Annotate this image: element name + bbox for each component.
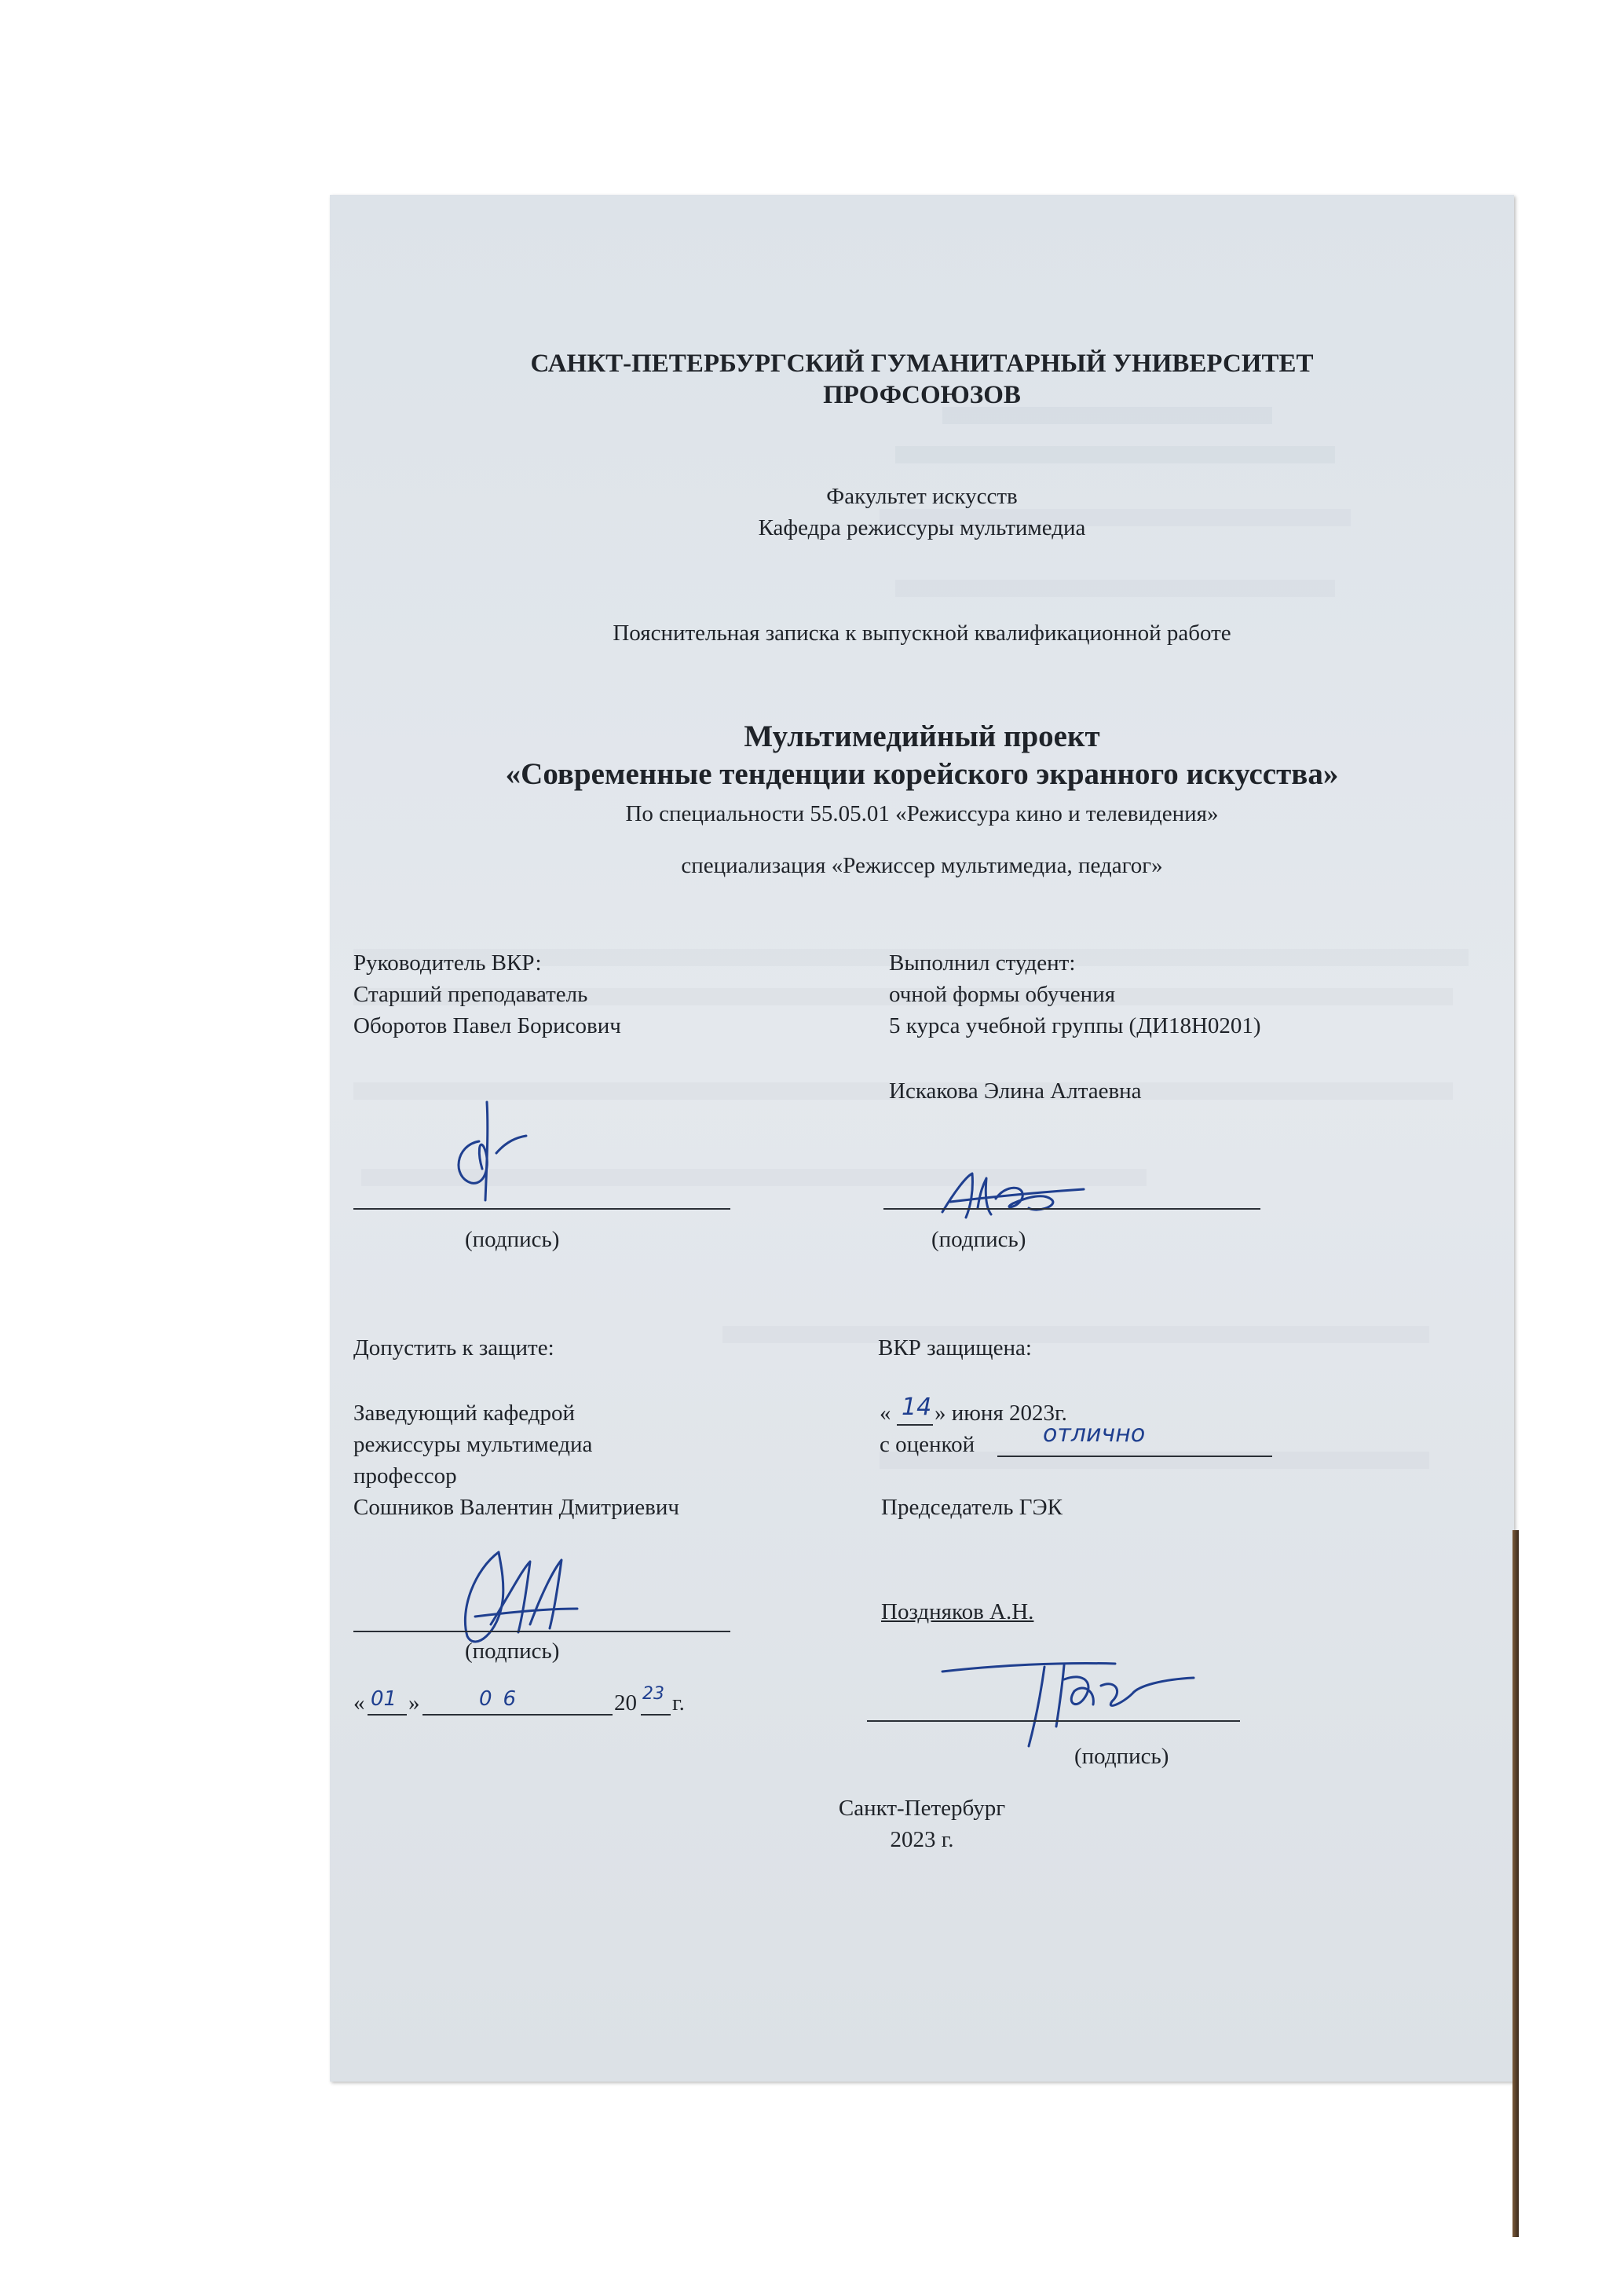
defense-label: ВКР защищена: (878, 1335, 1032, 1360)
admission-label: Допустить к защите: (353, 1335, 554, 1360)
supervisor-signature-caption: (подпись) (465, 1227, 560, 1252)
defense-date-day: 14 (902, 1393, 932, 1421)
year: 2023 г. (890, 1827, 954, 1852)
supervisor-position: Старший преподаватель (353, 982, 588, 1007)
admission-date-mid: » (408, 1690, 420, 1716)
student-label: Выполнил студент: (889, 950, 1076, 976)
document-page (330, 195, 1514, 2082)
admission-date-day: 01 (371, 1687, 397, 1711)
supervisor-signature-line (353, 1208, 730, 1210)
head-of-department-signature-line (353, 1631, 730, 1632)
project-title-line2: «Современные тенденции корейского экранного искусства» (505, 757, 1339, 791)
gek-chair-signature-caption: (подпись) (1074, 1744, 1169, 1769)
grade-line (997, 1456, 1272, 1457)
admission-date-month: 06 (479, 1687, 528, 1711)
defense-day-line (897, 1424, 933, 1426)
specialization: специализация «Режиссер мультимедиа, педагог» (681, 853, 1163, 878)
university-name-line1: САНКТ-ПЕТЕРБУРГСКИЙ ГУМАНИТАРНЫЙ УНИВЕРСИТЕТ (530, 350, 1314, 378)
student-signature-caption: (подпись) (931, 1227, 1026, 1252)
head-of-department-role: Заведующий кафедрой (353, 1401, 576, 1426)
head-of-department-name: Сошников Валентин Дмитриевич (353, 1495, 679, 1520)
faculty-name: Факультет искусств (826, 484, 1018, 509)
gek-chair-signature-line (867, 1720, 1240, 1722)
admission-year-line (641, 1714, 671, 1716)
admission-year-prefix: 20 (614, 1690, 637, 1716)
supervisor-name: Оборотов Павел Борисович (353, 1013, 621, 1038)
grade-value: отлично (1043, 1420, 1146, 1448)
head-of-department-title: профессор (353, 1463, 457, 1489)
city: Санкт-Петербург (838, 1796, 1006, 1821)
supervisor-label: Руководитель ВКР: (353, 950, 542, 976)
student-group: 5 курса учебной группы (ДИ18Н0201) (889, 1013, 1261, 1038)
gek-chair-name: Поздняков А.Н. (881, 1599, 1034, 1624)
gek-chair-signature (927, 1648, 1209, 1750)
admission-date-end: г. (672, 1690, 685, 1716)
document-type: Пояснительная записка к выпускной квалификационной работе (613, 621, 1231, 646)
grade-label: с оценкой (880, 1432, 975, 1457)
admission-date-open: « (353, 1690, 365, 1716)
head-of-department-dept: режиссуры мультимедиа (353, 1432, 593, 1457)
admission-day-line (368, 1714, 407, 1716)
head-of-department-signature-caption: (подпись) (465, 1639, 560, 1664)
student-signature (935, 1169, 1092, 1224)
gek-chair-label: Председатель ГЭК (881, 1495, 1063, 1520)
page-edge-shadow (1512, 1530, 1519, 2237)
specialty: По специальности 55.05.01 «Режиссура кино и телевидения» (625, 801, 1219, 826)
defense-date-open: « (880, 1401, 891, 1426)
student-study-form: очной формы обучения (889, 982, 1116, 1007)
supervisor-signature (432, 1098, 542, 1208)
university-name-line2: ПРОФСОЮЗОВ (823, 381, 1021, 409)
project-title-line1: Мультимедийный проект (744, 720, 1100, 753)
student-name: Искакова Элина Алтаевна (889, 1078, 1142, 1104)
student-signature-line (883, 1208, 1260, 1210)
admission-year-suffix: 23 (642, 1684, 664, 1704)
defense-date-rest: » июня 2023г. (935, 1401, 1067, 1426)
admission-month-line (422, 1714, 613, 1716)
department-name: Кафедра режиссуры мультимедиа (758, 515, 1086, 540)
